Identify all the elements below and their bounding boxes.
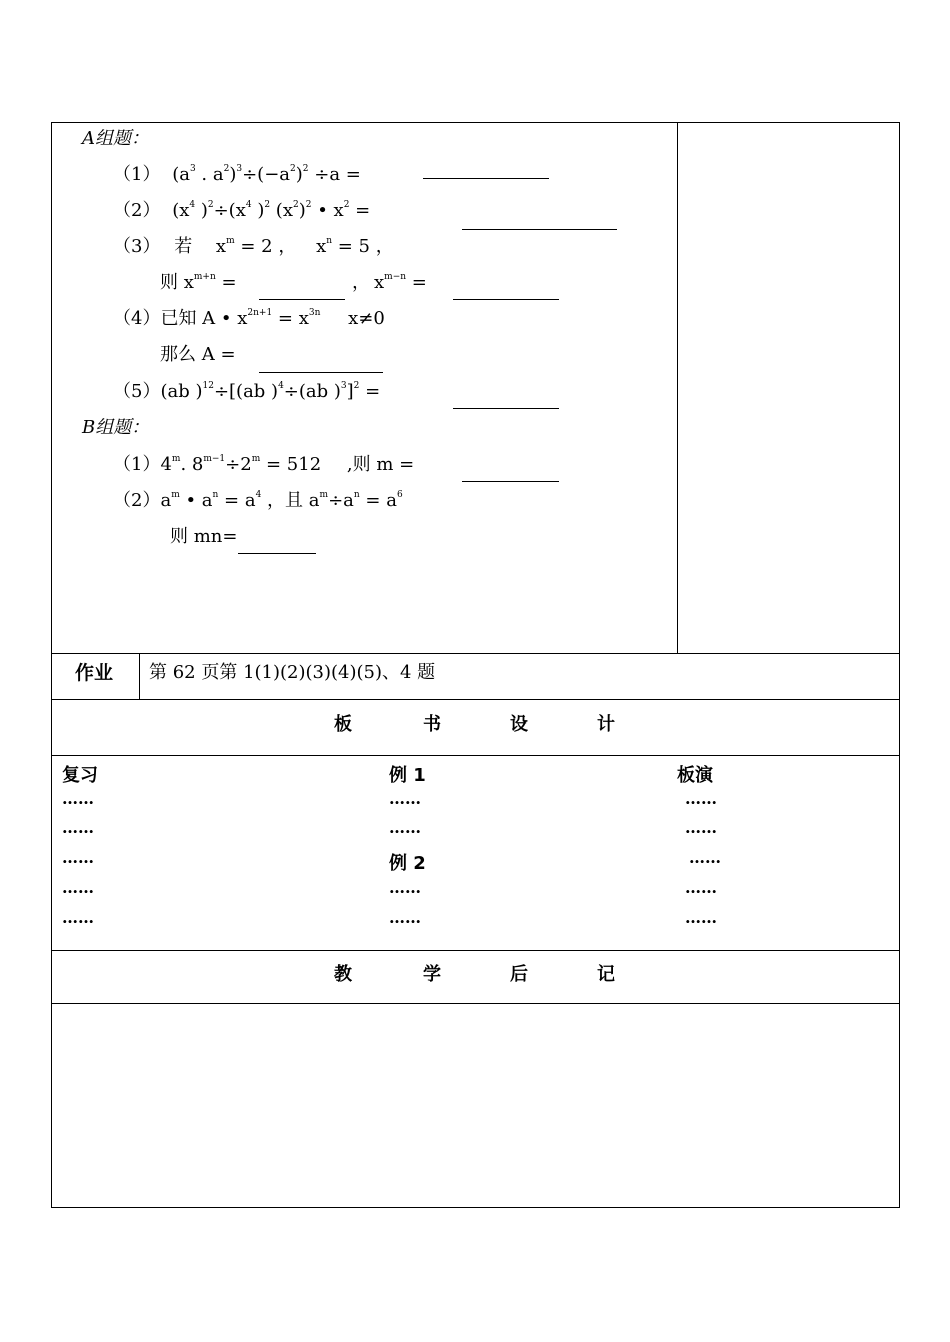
after-title-2: 学: [423, 964, 441, 985]
divider-homework-top: [51, 653, 900, 654]
question-a1: （1） ($a^3$ . $a^2)^3\div(-a^2)^2 \div a$ =: [113, 164, 361, 185]
board-title-1: 板: [334, 714, 352, 735]
border-bottom: [51, 1207, 900, 1208]
board-col2-dots-5: ……: [389, 908, 421, 927]
board-col2-dots-1: ……: [389, 789, 421, 808]
question-a3-second: ， $x^{m-n}$ =: [352, 272, 427, 293]
board-col1-dots-5: ……: [62, 908, 94, 927]
divider-top-col: [677, 122, 678, 653]
question-b2: $(2)a^m$ • $a^n = a^4$ ，且 $a^m\div a^n = a^6$: [113, 490, 403, 511]
answer-blank-a5[interactable]: [453, 408, 559, 409]
board-col1-dots-1: ……: [62, 789, 94, 808]
question-a3: （3） 若 $x^m = 2$ ， $x^n = 5$ ，: [113, 236, 394, 257]
group-b-title: B组题：: [82, 417, 150, 438]
board-col3-dots-3: ……: [689, 848, 721, 867]
homework-content: 第 62 页第 1(1)(2)(3)(4)(5)、4 题: [149, 662, 436, 683]
answer-blank-a2[interactable]: [462, 229, 617, 230]
homework-label: 作业: [75, 662, 114, 684]
answer-blank-a3-2[interactable]: [453, 299, 559, 300]
after-title-1: 教: [334, 964, 352, 985]
question-b2-then: 则 mn=: [170, 526, 238, 547]
divider-board-body-top: [51, 755, 900, 756]
question-b1: （1）4$^m$. $8^{m-1}\div 2^m = 512$ ,则 m =: [113, 454, 415, 475]
answer-blank-b1[interactable]: [462, 481, 559, 482]
board-title-3: 设: [510, 714, 528, 735]
answer-blank-b2[interactable]: [238, 553, 316, 554]
board-col1-dots-4: ……: [62, 878, 94, 897]
answer-blank-a3-1[interactable]: [259, 299, 345, 300]
question-a2: （2） ($x^4$ )$^2\div(x^4$ )$^2$ $(x^2)^2$ • $x^2$ =: [113, 200, 371, 221]
after-title-4: 记: [597, 964, 615, 985]
board-title-2: 书: [423, 714, 441, 735]
divider-board-title-top: [51, 699, 900, 700]
board-col3-head: 板演: [677, 765, 713, 786]
divider-after-title-top: [51, 950, 900, 951]
board-col3-dots-1: ……: [685, 789, 717, 808]
question-a4-then: 那么 A =: [160, 344, 236, 365]
board-col2-example-2: 例 2: [389, 853, 426, 874]
after-title-3: 后: [510, 964, 528, 985]
divider-homework-col: [139, 653, 140, 699]
border-right: [899, 122, 900, 1208]
board-col3-dots-4: ……: [685, 878, 717, 897]
border-left: [51, 122, 52, 1208]
question-a3-then: 则 $x^{m+n}$ =: [160, 272, 237, 293]
question-a5: （5）(ab )$^{12}$÷[(ab )$^4$÷(ab )$^3$]$^2$ =: [113, 381, 381, 402]
board-col1-head: 复习: [62, 765, 98, 786]
divider-after-body-top: [51, 1003, 900, 1004]
board-col2-dots-2: ……: [389, 818, 421, 837]
border-top: [51, 122, 900, 123]
board-col3-dots-2: ……: [685, 818, 717, 837]
board-col2-dots-4: ……: [389, 878, 421, 897]
group-a-title: A组题：: [82, 128, 149, 149]
answer-blank-a1[interactable]: [423, 178, 549, 179]
board-col2-head: 例 1: [389, 765, 426, 786]
question-a4: （4）已知 A • $x^{2n+1} = x^{3n}$ x≠0: [113, 308, 385, 329]
board-col1-dots-2: ……: [62, 818, 94, 837]
board-title-4: 计: [597, 714, 615, 735]
answer-blank-a4[interactable]: [259, 372, 383, 373]
board-col3-dots-5: ……: [685, 908, 717, 927]
board-col1-dots-3: ……: [62, 848, 94, 867]
